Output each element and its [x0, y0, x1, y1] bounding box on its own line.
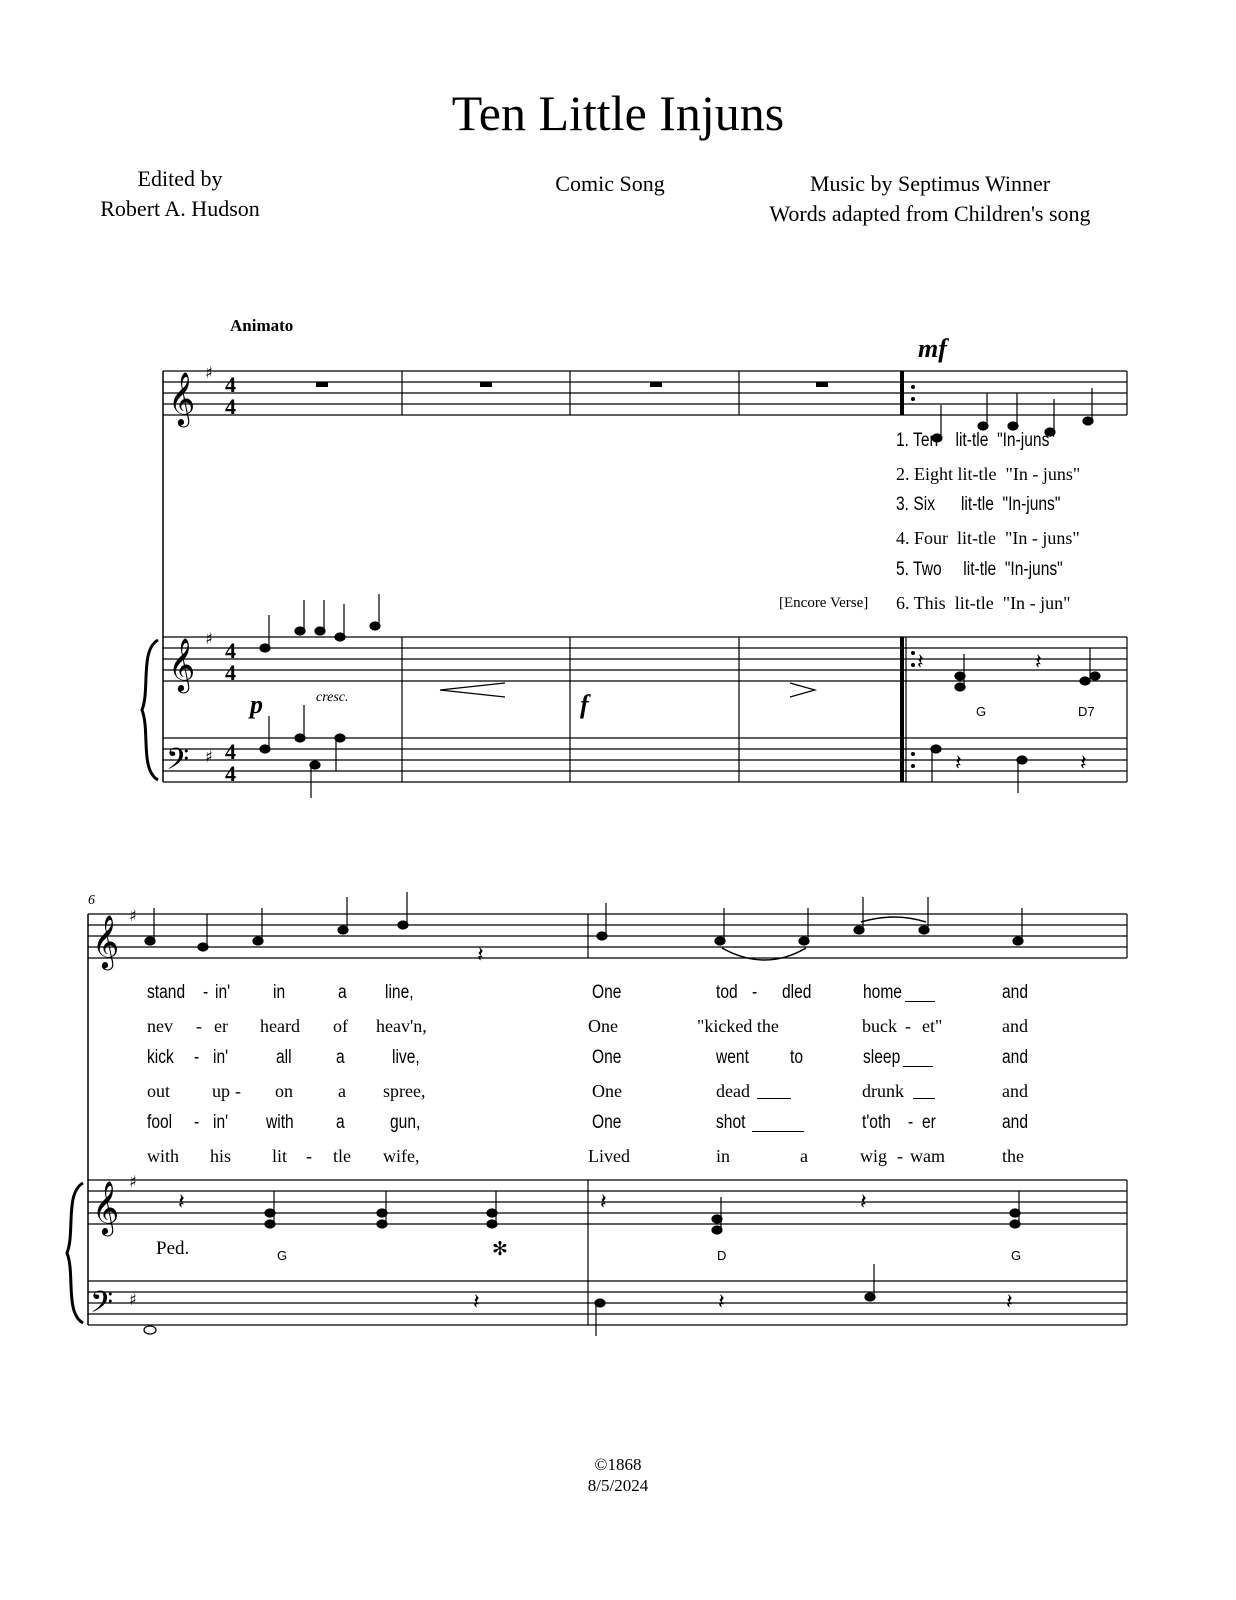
lyric-syllable: a: [800, 1146, 808, 1166]
lyric-syllable: in: [716, 1146, 731, 1166]
svg-text:𝄽: 𝄽: [917, 650, 924, 675]
chord-symbol: G: [976, 704, 987, 719]
lyric-syllable: tle: [333, 1146, 351, 1166]
cresc-marking: cresc.: [316, 690, 349, 705]
lyric-syllable: gun,: [390, 1112, 421, 1133]
lyric-syllable: spree,: [383, 1081, 426, 1101]
lyric-hyphen: -: [908, 1112, 914, 1133]
lyric-syllable: all: [276, 1047, 292, 1068]
svg-text:𝄞: 𝄞: [168, 637, 196, 691]
system1-piano-treble-staff: [163, 637, 1127, 681]
svg-text:♯: ♯: [205, 629, 213, 648]
lyric-syllable: live,: [392, 1047, 420, 1068]
lyric-hyphen: -: [905, 1016, 911, 1036]
lyric-syllable: a: [338, 1081, 346, 1101]
lyric-syllable: wig: [860, 1146, 887, 1166]
svg-text:4: 4: [225, 761, 236, 786]
lyric-syllable: and: [1002, 1081, 1028, 1101]
credits-line2: Words adapted from Children's song: [769, 201, 1091, 226]
lyric-syllable: heard: [260, 1016, 300, 1036]
lyric-syllable: One: [588, 1016, 618, 1036]
system1-voice-staff: [163, 371, 1127, 415]
lyric-syllable: kick: [147, 1047, 174, 1068]
lyric-syllable: a: [338, 982, 347, 1003]
lyric-syllable: in': [213, 1047, 229, 1068]
chord-symbol: G: [1011, 1248, 1022, 1263]
lyric-syllable: fool: [147, 1112, 173, 1133]
lyric-syllable: heav'n,: [376, 1016, 427, 1036]
svg-text:𝄞: 𝄞: [92, 1180, 120, 1234]
editor-line1: Edited by: [137, 166, 223, 191]
svg-text:𝄞: 𝄞: [92, 914, 120, 968]
lyric-extender: [757, 1098, 791, 1099]
lyric-syllable: One: [592, 982, 622, 1003]
svg-text:𝄽: 𝄽: [477, 943, 484, 968]
verse-line-5: 5. Two lit-tle "In-juns": [896, 559, 1063, 580]
measure-number: 6: [88, 893, 95, 908]
svg-text:4: 4: [225, 638, 236, 663]
footer-date: 8/5/2024: [587, 1476, 649, 1495]
lyric-syllable: nev: [147, 1016, 173, 1036]
lyric-syllable: sleep: [863, 1047, 901, 1068]
lyric-syllable: One: [592, 1047, 622, 1068]
lyric-syllable: One: [592, 1112, 622, 1133]
lyric-syllable: on: [275, 1081, 293, 1101]
lyric-syllable: wife,: [383, 1146, 420, 1166]
svg-text:4: 4: [225, 660, 236, 685]
lyric-extender: [905, 1001, 935, 1002]
lyric-extender: [752, 1131, 804, 1132]
lyric-syllable: One: [592, 1081, 622, 1101]
svg-text:𝄽: 𝄽: [860, 1190, 867, 1215]
dynamic-f: f: [580, 690, 589, 719]
system2-piano-bass-staff: [88, 1281, 1127, 1325]
lyric-syllable: up: [212, 1081, 230, 1101]
encore-label: [Encore Verse]: [779, 595, 869, 611]
dynamic-p: p: [250, 690, 263, 719]
lyric-syllable: the: [1002, 1146, 1024, 1166]
lyric-syllable: dled: [782, 982, 812, 1003]
lyric-syllable: a: [336, 1112, 345, 1133]
verse-line-2: 2. Eight lit-tle "In - juns": [896, 464, 1081, 484]
chord-symbol: G: [277, 1248, 288, 1263]
lyric-syllable: out: [147, 1081, 171, 1101]
lyric-syllable: er: [922, 1112, 936, 1133]
lyric-syllable: and: [1002, 1047, 1028, 1068]
lyric-hyphen: -: [235, 1081, 241, 1101]
lyric-hyphen: -: [752, 982, 758, 1003]
svg-text:𝄢: 𝄢: [166, 743, 190, 784]
lyric-syllable: line,: [385, 982, 414, 1003]
lyric-syllable: drunk: [862, 1081, 904, 1101]
lyric-syllable: in': [215, 982, 231, 1003]
lyric-syllable: with: [266, 1112, 294, 1133]
credits-line1: Music by Septimus Winner: [809, 171, 1051, 196]
svg-text:4: 4: [225, 739, 236, 764]
lyric-syllable: in: [273, 982, 286, 1003]
lyric-syllable: and: [1002, 1112, 1028, 1133]
lyric-syllable: in': [213, 1112, 229, 1133]
lyric-syllable: went: [716, 1047, 749, 1068]
lyric-syllable: t'oth: [862, 1112, 891, 1133]
lyric-syllable: home: [863, 982, 902, 1003]
editor-line2: Robert A. Hudson: [100, 196, 260, 221]
lyric-hyphen: -: [897, 1146, 903, 1166]
svg-text:𝄽: 𝄽: [473, 1290, 480, 1315]
lyric-syllable: his: [210, 1146, 232, 1166]
lyric-hyphen: -: [306, 1146, 312, 1166]
lyric-hyphen: -: [194, 1047, 200, 1068]
chord-symbol: D: [717, 1248, 727, 1263]
svg-text:♯: ♯: [205, 747, 213, 766]
song-title: Ten Little Injuns: [451, 85, 785, 141]
lyric-extender: [913, 1098, 935, 1099]
dynamic-mf: mf: [918, 334, 947, 363]
lyric-extender: [903, 1066, 933, 1067]
svg-text:♯: ♯: [129, 1290, 137, 1309]
lyric-syllable: to: [790, 1047, 804, 1068]
svg-text:♯: ♯: [129, 906, 137, 925]
lyric-syllable: and: [1002, 1016, 1028, 1036]
svg-text:𝄽: 𝄽: [955, 751, 962, 776]
lyric-syllable: et": [922, 1016, 943, 1036]
lyric-syllable: buck: [862, 1016, 897, 1036]
svg-text:♯: ♯: [205, 363, 213, 382]
lyric-syllable: er: [214, 1016, 228, 1036]
lyric-syllable: stand: [147, 982, 186, 1003]
lyric-hyphen: -: [203, 982, 209, 1003]
system1-piano-bass-staff: [163, 738, 1127, 782]
svg-text:♯: ♯: [129, 1172, 137, 1191]
svg-text:𝄽: 𝄽: [600, 1190, 607, 1215]
svg-text:𝄢: 𝄢: [90, 1286, 114, 1327]
svg-text:𝄽: 𝄽: [1006, 1290, 1013, 1315]
pedal-release-icon: ✻: [492, 1238, 508, 1260]
svg-text:𝄞: 𝄞: [168, 371, 196, 425]
verse-line-6: 6. This lit-tle "In - jun": [896, 593, 1071, 613]
chord-symbol: D7: [1078, 704, 1095, 719]
verse-line-1: 1. Ten lit-tle "In-juns": [896, 430, 1055, 451]
lyric-syllable: tod: [716, 982, 738, 1003]
verse-line-4: 4. Four lit-tle "In - juns": [896, 528, 1080, 548]
lyric-syllable: a: [336, 1047, 345, 1068]
lyric-syllable: of: [333, 1016, 348, 1036]
lyric-syllable: with: [147, 1146, 180, 1166]
lyric-syllable: "kicked the: [697, 1016, 779, 1036]
lyric-syllable: shot: [716, 1112, 746, 1133]
subtitle: Comic Song: [555, 171, 665, 196]
lyric-hyphen: -: [196, 1016, 202, 1036]
svg-text:𝄽: 𝄽: [178, 1190, 185, 1215]
lyric-syllable: Lived: [588, 1146, 630, 1166]
svg-text:𝄽: 𝄽: [1035, 650, 1042, 675]
pedal-marking: Ped.: [156, 1238, 190, 1259]
lyric-syllable: and: [1002, 982, 1028, 1003]
lyric-syllable: wam: [910, 1146, 945, 1166]
lyric-syllable: lit: [272, 1146, 288, 1166]
footer: [0, 1454, 1236, 1496]
lyric-hyphen: -: [194, 1112, 200, 1133]
copyright: ©1868: [594, 1455, 642, 1474]
system2-piano-treble-staff: [88, 1180, 1127, 1224]
svg-text:𝄽: 𝄽: [718, 1290, 725, 1315]
svg-text:𝄽: 𝄽: [1080, 751, 1087, 776]
lyric-syllable: dead: [716, 1081, 750, 1101]
svg-text:4: 4: [225, 372, 236, 397]
verse-line-3: 3. Six lit-tle "In-juns": [896, 494, 1061, 515]
svg-text:4: 4: [225, 394, 236, 419]
tempo-marking: Animato: [230, 316, 294, 335]
